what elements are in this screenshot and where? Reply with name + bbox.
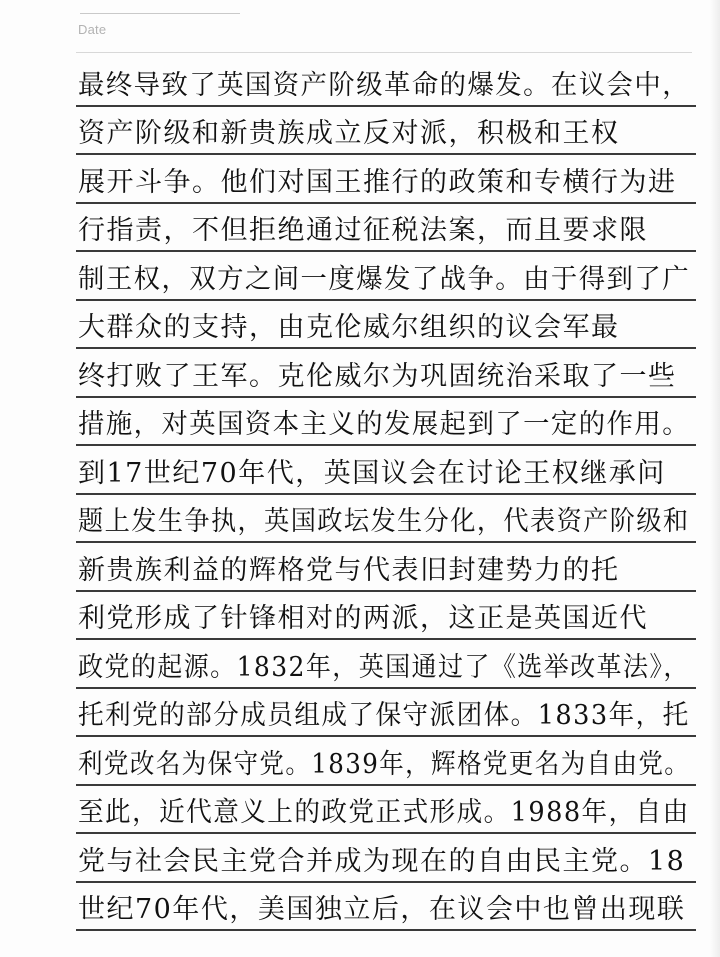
text-line xyxy=(76,107,696,156)
text-line-content: 政党的起源。1832年，英国通过了《选举改革法》， xyxy=(78,651,690,683)
text-line xyxy=(76,786,696,835)
text-line xyxy=(76,737,696,786)
text-line-content: 制王权，双方之间一度爆发了战争。由于得到了广 xyxy=(78,263,691,295)
text-line xyxy=(76,834,696,883)
text-line-content: 最终导致了英国资产阶级革命的爆发。在议会中， xyxy=(78,69,691,101)
text-line xyxy=(76,543,696,592)
text-line xyxy=(76,446,696,495)
text-line xyxy=(76,58,696,107)
text-line xyxy=(76,398,696,447)
text-line xyxy=(76,252,696,301)
text-line-content: 行指责，不但拒绝通过征税法案，而且要求限 xyxy=(78,215,648,246)
text-line-content: 展开斗争。他们对国王推行的政策和专横行为进 xyxy=(78,166,677,198)
text-line-content: 利党形成了针锋相对的两派，这正是英国近代 xyxy=(78,603,648,634)
text-line xyxy=(76,204,696,253)
text-line-content: 利党改名为保守党。1839年，辉格党更名为自由党。 xyxy=(78,748,691,780)
handwritten-text-block xyxy=(76,58,696,931)
text-line xyxy=(76,883,696,932)
page-edge-shadow xyxy=(710,0,720,957)
text-line-content: 世纪70年代，美国独立后，在议会中也曾出现联 xyxy=(78,894,686,925)
text-line-content: 到17世纪70年代，英国议会在讨论王权继承问 xyxy=(78,457,666,489)
text-line xyxy=(76,640,696,689)
text-line xyxy=(76,301,696,350)
text-line-content: 新贵族利益的辉格党与代表旧封建势力的托 xyxy=(78,554,620,586)
text-line-content: 终打败了王军。克伦威尔为巩固统治采取了一些 xyxy=(78,360,677,392)
header-rule xyxy=(76,52,692,53)
text-line-content: 资产阶级和新贵族成立反对派，积极和王权 xyxy=(78,118,620,149)
date-underline xyxy=(80,13,240,14)
text-line xyxy=(76,349,696,398)
text-line-content: 措施，对英国资本主义的发展起到了一定的作用。 xyxy=(78,409,691,440)
text-line-content: 党与社会民主党合并成为现在的自由民主党。18 xyxy=(78,845,686,877)
text-line xyxy=(76,592,696,641)
text-line xyxy=(76,689,696,738)
text-line-content: 至此，近代意义上的政党正式形成。1988年，自由 xyxy=(78,797,690,828)
date-label: Date xyxy=(78,22,107,37)
text-line xyxy=(76,155,696,204)
text-line xyxy=(76,495,696,544)
text-line-content: 托利党的部分成员组成了保守派团体。1833年，托 xyxy=(78,700,690,731)
text-line-content: 大群众的支持，由克伦威尔组织的议会军最 xyxy=(78,312,620,343)
text-line-content: 题上发生争执，英国政坛发生分化，代表资产阶级和 xyxy=(78,506,690,537)
